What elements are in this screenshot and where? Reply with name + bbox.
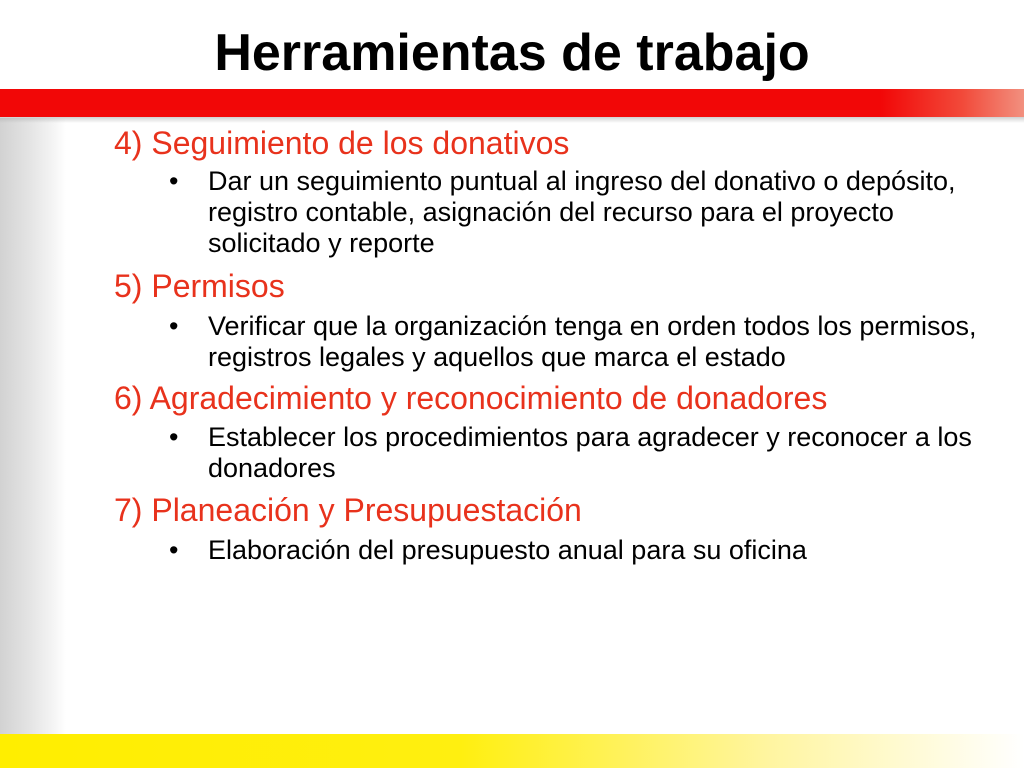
bullet-text: Verificar que la organización tenga en orden todos los permisos, registros legales y aquellos que marca el estado [208,311,977,372]
bullet-icon: • [169,166,179,196]
bullet-icon: • [169,422,179,452]
slide-content [114,124,994,566]
bullet-item [114,535,994,566]
bullet-text: Establecer los procedimientos para agradecer y reconocer a los donadores [208,422,972,483]
slide-title: Herramientas de trabajo [214,24,810,82]
section-heading-agradecimiento: 6) Agradecimiento y reconocimiento de donadores [114,380,828,416]
title-underline-band [0,89,1024,117]
bullet-item [114,311,994,373]
bullet-icon: • [169,535,179,565]
section-heading-planeacion: 7) Planeación y Presupuestación [114,492,582,528]
bullet-text: Elaboración del presupuesto anual para su oficina [208,535,807,565]
left-shade-decoration [0,118,66,734]
footer-band [0,734,1024,768]
bullet-item [114,166,994,259]
section-heading-permisos: 5) Permisos [114,268,285,304]
section-heading-seguimiento: 4) Seguimiento de los donativos [114,125,570,161]
title-band-shadow [0,117,1024,123]
bullet-item [114,422,994,484]
bullet-text: Dar un seguimiento puntual al ingreso del donativo o depósito, registro contable, asignación del recurso para el proyecto solicitado y reporte [208,166,956,258]
bullet-icon: • [169,311,179,341]
